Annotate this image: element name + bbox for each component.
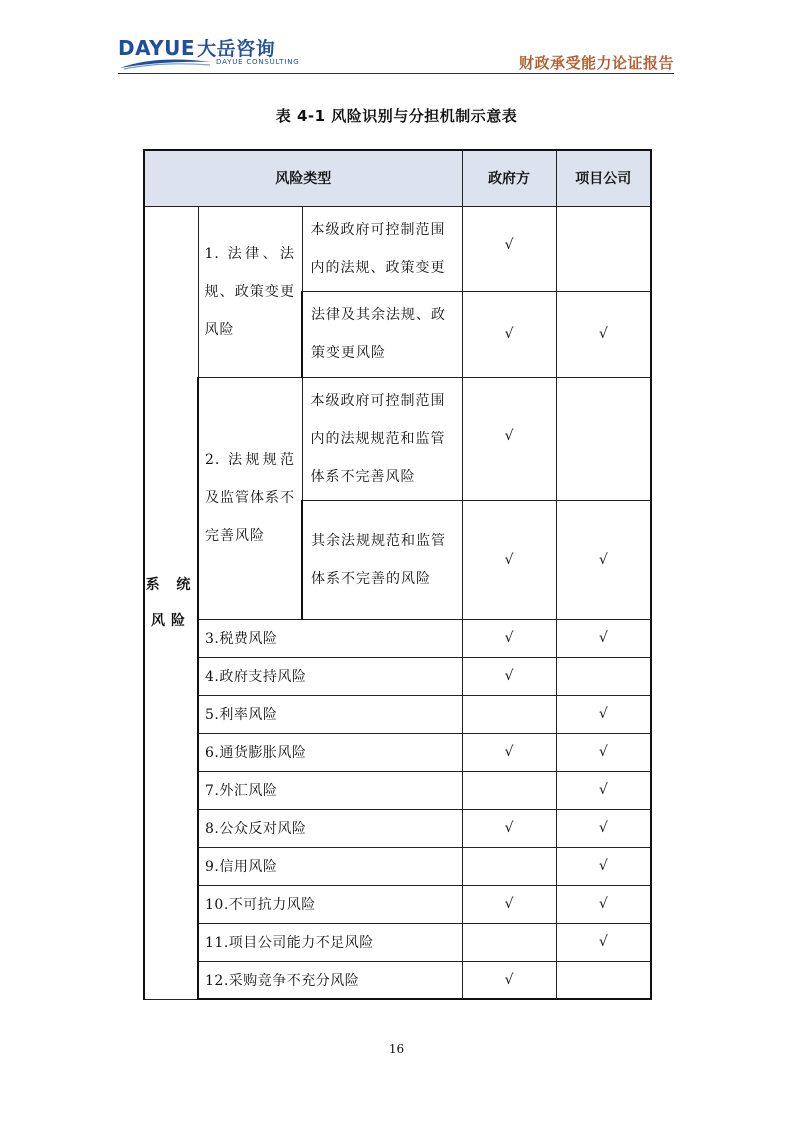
company-check [556, 377, 651, 500]
table-row [144, 695, 651, 733]
logo-swoosh-icon [118, 56, 214, 70]
company-check: √ [556, 771, 651, 809]
gov-check [462, 695, 556, 733]
risk-item-label: 9.信用风险 [198, 847, 462, 885]
page-header [118, 34, 674, 76]
company-check: √ [556, 847, 651, 885]
subrisk-label: 其余法规规范和监管体系不完善的风险 [302, 500, 462, 619]
company-check: √ [556, 923, 651, 961]
table-row [144, 923, 651, 961]
table-row [144, 847, 651, 885]
table-row [144, 733, 651, 771]
gov-check [462, 847, 556, 885]
risk-item-label: 7.外汇风险 [198, 771, 462, 809]
risk-item-label: 4.政府支持风险 [198, 657, 462, 695]
risk-item-label: 12.采购竞争不充分风险 [198, 961, 462, 999]
logo-subtitle: DAYUE CONSULTING [216, 58, 300, 66]
gov-check: √ [462, 291, 556, 377]
risk-item-label: 11.项目公司能力不足风险 [198, 923, 462, 961]
table-row [144, 377, 651, 500]
company-check: √ [556, 809, 651, 847]
company-check: √ [556, 733, 651, 771]
table-title: 表 4-1 风险识别与分担机制示意表 [275, 107, 518, 125]
logo-english: DAYUE [118, 36, 196, 60]
gov-check: √ [462, 733, 556, 771]
gov-check: √ [462, 206, 556, 291]
header-government: 政府方 [462, 150, 556, 206]
gov-check [462, 923, 556, 961]
gov-check: √ [462, 809, 556, 847]
subrisk-label: 本级政府可控制范围内的法规、政策变更 [302, 206, 462, 291]
company-logo [118, 34, 318, 74]
risk-item-label: 10.不可抗力风险 [198, 885, 462, 923]
header-company: 项目公司 [556, 150, 651, 206]
gov-check: √ [462, 619, 556, 657]
risk-item-label: 3.税费风险 [198, 619, 462, 657]
table-row [144, 657, 651, 695]
company-check: √ [556, 695, 651, 733]
company-check: √ [556, 619, 651, 657]
table-row [144, 771, 651, 809]
header-risk-type: 风险类型 [144, 150, 462, 206]
table-row [144, 809, 651, 847]
company-check: √ [556, 291, 651, 377]
company-check [556, 657, 651, 695]
company-check: √ [556, 500, 651, 619]
subrisk-label: 法律及其余法规、政策变更风险 [302, 291, 462, 377]
gov-check: √ [462, 961, 556, 999]
page-number: 16 [388, 1042, 405, 1056]
report-title: 财政承受能力论证报告 [518, 54, 674, 72]
gov-check [462, 771, 556, 809]
group-label: 1. 法律、法规、政策变更风险 [198, 206, 302, 377]
subrisk-label: 本级政府可控制范围内的法规规范和监管体系不完善风险 [302, 377, 462, 500]
risk-item-label: 8.公众反对风险 [198, 809, 462, 847]
header-divider [118, 73, 674, 74]
company-check [556, 961, 651, 999]
company-check [556, 206, 651, 291]
company-check: √ [556, 885, 651, 923]
table-row [144, 961, 651, 999]
table-row [144, 885, 651, 923]
logo-chinese: 大岳咨询 [197, 38, 276, 60]
table-row [144, 206, 651, 291]
system-risk-label: 系 统 风险 [144, 206, 198, 999]
risk-allocation-table [143, 149, 652, 1000]
risk-item-label: 6.通货膨胀风险 [198, 733, 462, 771]
group-label: 2. 法规规范及监管体系不完善风险 [198, 377, 302, 619]
table-header-row [144, 150, 651, 206]
gov-check: √ [462, 377, 556, 500]
gov-check: √ [462, 500, 556, 619]
risk-item-label: 5.利率风险 [198, 695, 462, 733]
gov-check: √ [462, 885, 556, 923]
gov-check: √ [462, 657, 556, 695]
table-row [144, 619, 651, 657]
